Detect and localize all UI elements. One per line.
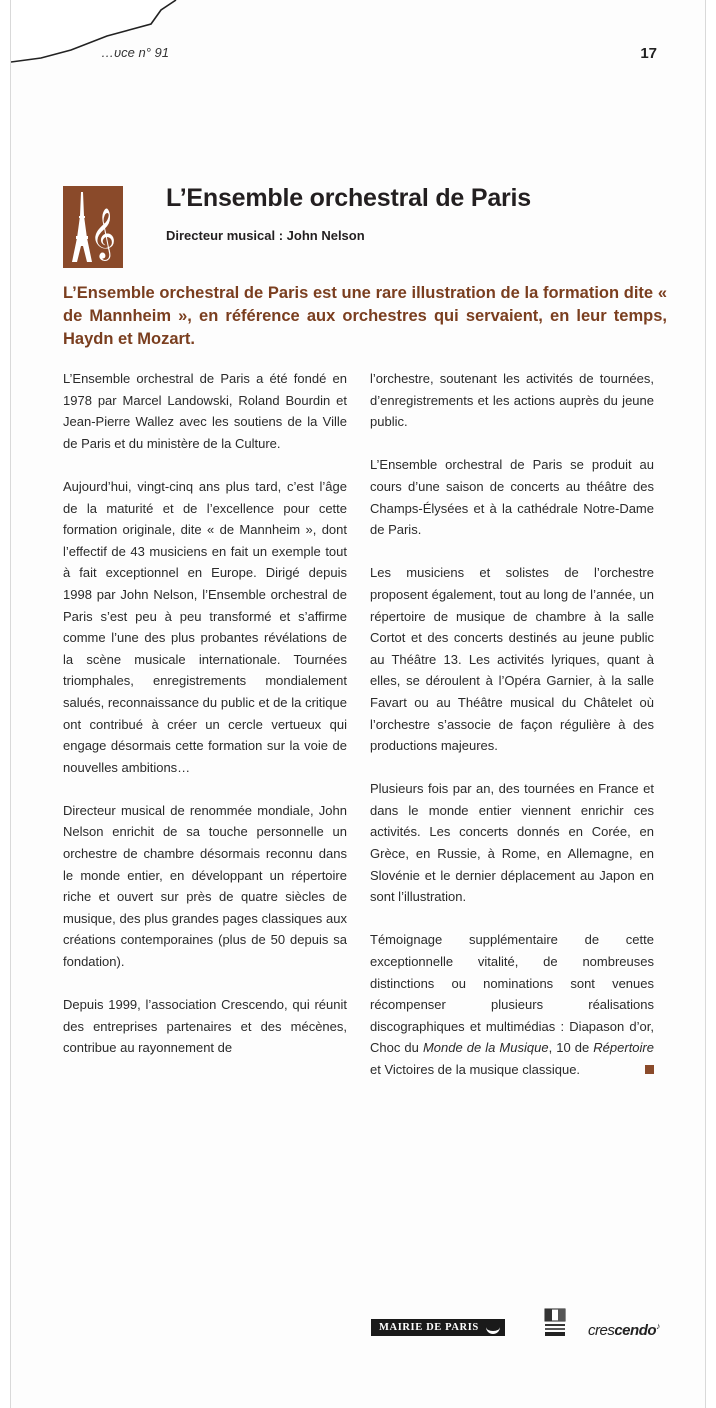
ministere-culture-icon [543,1307,567,1339]
left-column [63,368,347,1081]
right-column [370,368,654,1102]
final-paragraph [370,929,654,1080]
page-number: 17 [640,45,657,62]
paragraph: L’Ensemble orchestral de Paris se produit au cours d’une saison de concerts au théâtre des Champs-Élysées et à la cathédrale Notre-Dame de Paris. [370,457,654,538]
mairie-wave-icon [486,1322,500,1334]
paragraph: L’Ensemble orchestral de Paris a été fondé en 1978 par Marcel Landowski, Roland Bourdin et Jean-Pierre Wallez avec les soutiens de la Ville de Paris et du ministère de la Culture. [63,371,347,451]
mairie-de-paris-logo [371,1319,505,1336]
crescendo-logo: crescendo♪ [588,1321,661,1339]
text-span: et Victoires de la musique classique. [370,1062,581,1077]
eiffel-treble-clef-logo [63,186,123,268]
running-head: …ᴜᴄe n° 91 [101,45,169,60]
mairie-label: MAIRIE DE PARIS [379,1322,479,1333]
text-span: Témoignage supplémentaire de cette exceptionnelle vitalité, de nombreuses distinctions ou nominations sont venues récompenser plusieurs réalisations discographiques et multimédias : Diapason d’or, Choc du [370,932,654,1056]
italic-title: Répertoire [593,1040,654,1056]
text-span: , 10 de [548,1040,594,1056]
paragraph: Depuis 1999, l’association Crescendo, qui réunit des entreprises partenaires et des mécènes, contribue au rayonnement de [63,997,347,1056]
article-lead: L’Ensemble orchestral de Paris est une rare illustration de la formation dite « de Mannheim », en référence aux orchestres qui servaient, en leur temps, Haydn et Mozart. [63,284,667,348]
paragraph: l’orchestre, soutenant les activités de tournées, d’enregistrements et les actions auprès du jeune public. [370,371,654,430]
magazine-page [10,0,706,1408]
paragraph: Directeur musical de renommée mondiale, John Nelson enrichit de sa touche personnelle un orchestre de chambre désormais reconnu dans le monde entier, en développant un répertoire riche et ouvert sur près de quatre siècles de musique, des plus grandes pages classiques aux créations contemporaines (plus de 50 depuis sa fondation). [63,802,347,970]
sponsor-logos [371,1305,671,1345]
paragraph: Les musiciens et solistes de l’orchestre proposent également, tout au long de l’année, un répertoire de musique de chambre à la salle Cortot et des concerts destinés au jeune public au Théâtre 13. Les activités lyriques, quant à elles, se déroulent à l’Opéra Garnier, à la salle Favart ou au Théâtre musical du Châtelet où l’orchestre s’associe de façon régulière à des productions majeures. [370,565,654,754]
article-title: L’Ensemble orchestral de Paris [166,184,531,212]
paragraph: Plusieurs fois par an, des tournées en France et dans le monde entier viennent enrichir ces activités. Les concerts donnés en Corée, en Grèce, en Russie, à Rome, en Allemagne, en Slovénie et le dernier déplacement au Japon en sont l’illustration. [370,781,654,905]
svg-text:𝄞: 𝄞 [90,208,117,259]
article-subtitle: Directeur musical : John Nelson [166,228,365,243]
crescendo-prefix: cres [588,1322,615,1339]
eiffel-tower-icon [63,186,123,268]
end-of-article-icon [645,1065,654,1074]
crescendo-suffix: cendo [614,1322,657,1339]
paragraph: Aujourd’hui, vingt-cinq ans plus tard, c’est l’âge de la maturité et de l’excellence pour cette formation originale, dite « de Mannheim », dont l’effectif de 43 musiciens en fait un exemple tout à fait exceptionnel en Europe. Dirigé depuis 1998 par John Nelson, l’Ensemble orchestral de Paris s’est peu à peu transformé et s’affirme comme l’une des plus probantes révélations de la scène musicale internationale. Tournées triomphales, enregistrements mondialement salués, reconnaissance du public et de la critique ont contribué à créer un cercle vertueux qui engage désormais cette formation sur la voie de nouvelles ambitions… [63,478,347,775]
italic-title: Monde de la Musique [422,1040,549,1056]
